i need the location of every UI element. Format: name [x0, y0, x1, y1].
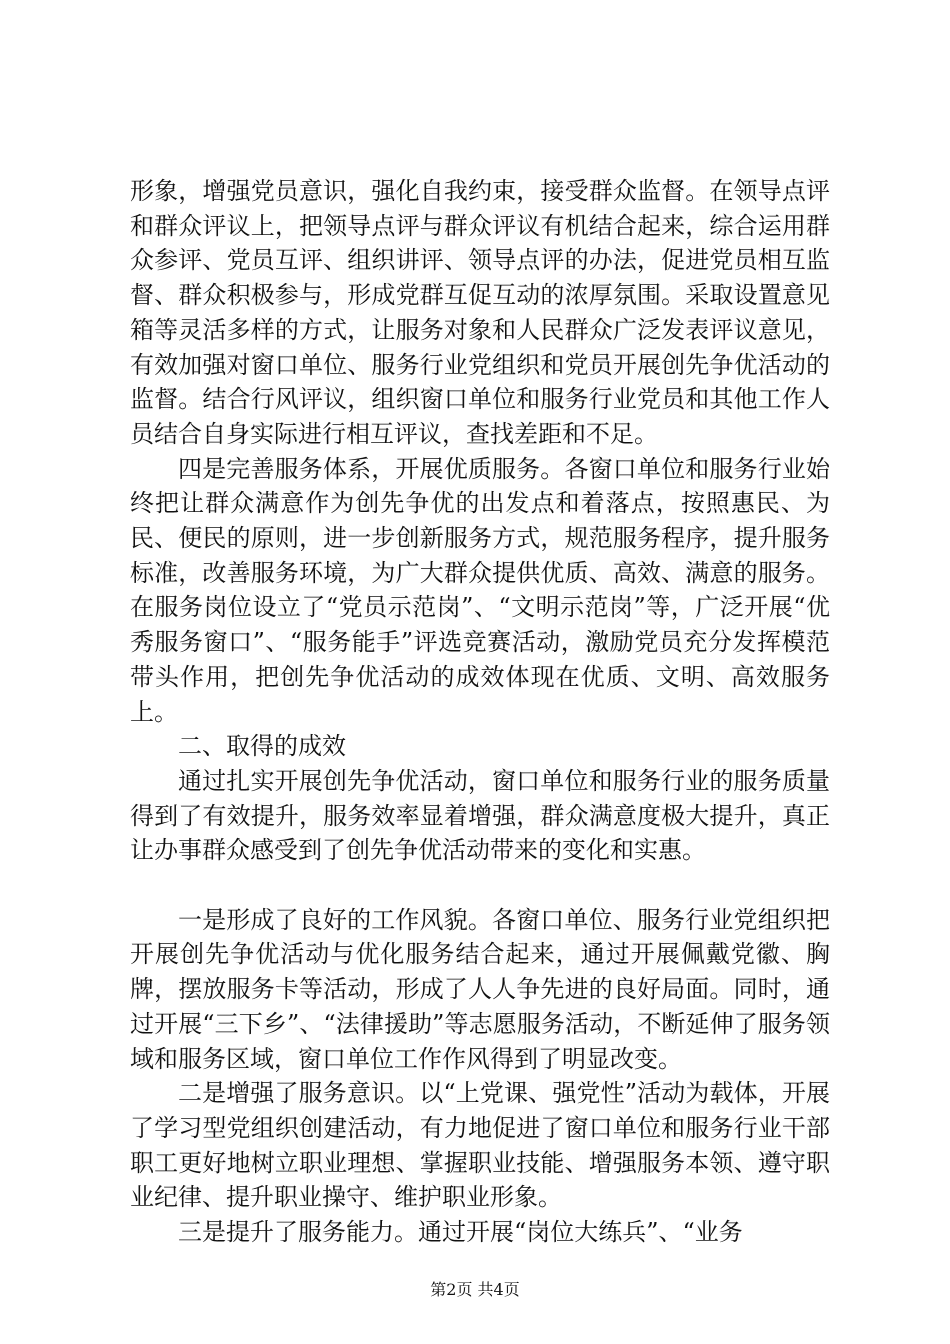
paragraph-service-system: 四是完善服务体系，开展优质服务。各窗口单位和服务行业始终把让群众满意作为创先争优的出发点和着落点，按照惠民、为民、便民的原则，进一步创新服务方式，规范服务程序，提升服务标准，改善服务环境，为广大群众提供优质、高效、满意的服务。在服务岗位设立了“党员示范岗”、“文明示范岗”等，广泛开展“优秀服务窗口”、“服务能手”评选竞赛活动，激励党员充分发挥模范带头作用，把创先争优活动的成效体现在优质、文明、高效服务上。 — [130, 454, 830, 726]
paragraph-service-capability: 三是提升了服务能力。通过开展“岗位大练兵”、“业务 — [178, 1218, 743, 1247]
section-heading-results: 二、取得的成效 — [178, 732, 346, 761]
page-footer: 第2页 共4页 — [430, 1280, 520, 1299]
paragraph-work-style: 一是形成了良好的工作风貌。各窗口单位、服务行业党组织把开展创先争优活动与优化服务结合起来，通过开展佩戴党徽、胸牌，摆放服务卡等活动，形成了人人争先进的良好局面。同时，通过开展“三下乡”、“法律援助”等志愿服务活动，不断延伸了服务领域和服务区域，窗口单位工作作风得到了明显改变。 — [130, 905, 830, 1073]
blank-line — [130, 868, 830, 903]
document-body — [130, 174, 830, 1250]
paragraph-service-awareness: 二是增强了服务意识。以“上党课、强党性”活动为载体，开展了学习型党组织创建活动，有力地促进了窗口单位和服务行业干部职工更好地树立职业理想、掌握职业技能、增强服务本领、遵守职业纪律、提升职业操守、维护职业形象。 — [130, 1079, 830, 1212]
paragraph-continuation: 形象，增强党员意识，强化自我约束，接受群众监督。在领导点评和群众评议上，把领导点评与群众评议有机结合起来，综合运用群众参评、党员互评、组织讲评、领导点评的办法，促进党员相互监督、群众积极参与，形成党群互促互动的浓厚氛围。采取设置意见箱等灵活多样的方式，让服务对象和人民群众广泛发表评议意见，有效加强对窗口单位、服务行业党组织和党员开展创先争优活动的监督。结合行风评议，组织窗口单位和服务行业党员和其他工作人员结合自身实际进行相互评议，查找差距和不足。 — [130, 177, 830, 448]
paragraph-results-summary: 通过扎实开展创先争优活动，窗口单位和服务行业的服务质量得到了有效提升，服务效率显着增强，群众满意度极大提升，真正让办事群众感受到了创先争优活动带来的变化和实惠。 — [130, 766, 830, 865]
